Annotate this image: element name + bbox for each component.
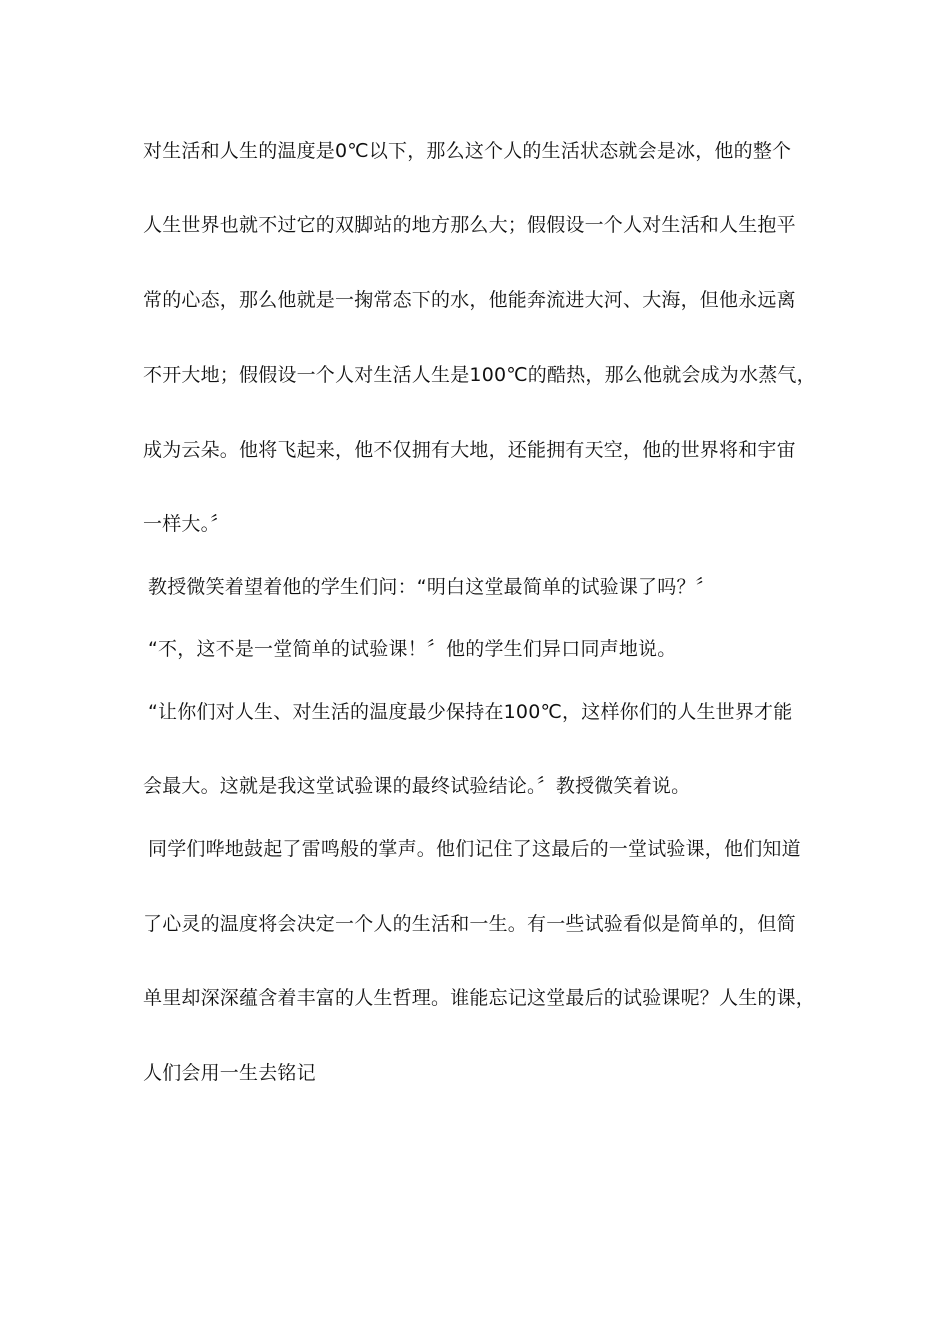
paragraph-line-10: 会最大。这就是我这堂试验课的最终试验结论。〞教授微笑着说。 <box>143 775 691 797</box>
paragraph-line-12: 了心灵的温度将会决定一个人的生活和一生。有一些试验看似是简单的，但简 <box>143 913 796 935</box>
paragraph-line-11: 同学们哗地鼓起了雷鸣般的掌声。他们记住了这最后的一堂试验课，他们知道 <box>148 838 801 860</box>
paragraph-line-14: 人们会用一生去铭记 <box>143 1062 316 1084</box>
paragraph-line-4: 不开大地；假假设一个人对生活人生是100℃的酷热，那么他就会成为水蒸气， <box>143 364 816 386</box>
paragraph-line-3: 常的心态，那么他就是一掬常态下的水，他能奔流进大河、大海，但他永远离 <box>143 289 796 311</box>
paragraph-line-2: 人生世界也就不过它的双脚站的地方那么大；假假设一个人对生活和人生抱平 <box>143 214 796 236</box>
paragraph-line-1: 对生活和人生的温度是0℃以下，那么这个人的生活状态就会是冰，他的整个 <box>143 140 792 162</box>
paragraph-line-6: 一样大。〞 <box>143 513 230 535</box>
paragraph-line-5: 成为云朵。他将飞起来，他不仅拥有大地，还能拥有天空，他的世界将和宇宙 <box>143 439 796 461</box>
paragraph-line-7: 教授微笑着望着他的学生们问：“明白这堂最简单的试验课了吗？〞 <box>148 576 715 598</box>
paragraph-line-8: “不，这不是一堂简单的试验课！〞他的学生们异口同声地说。 <box>148 638 677 660</box>
paragraph-line-9: “让你们对人生、对生活的温度最少保持在100℃，这样你们的人生世界才能 <box>148 701 793 723</box>
paragraph-line-13: 单里却深深蕴含着丰富的人生哲理。谁能忘记这堂最后的试验课呢？人生的课， <box>143 987 816 1009</box>
